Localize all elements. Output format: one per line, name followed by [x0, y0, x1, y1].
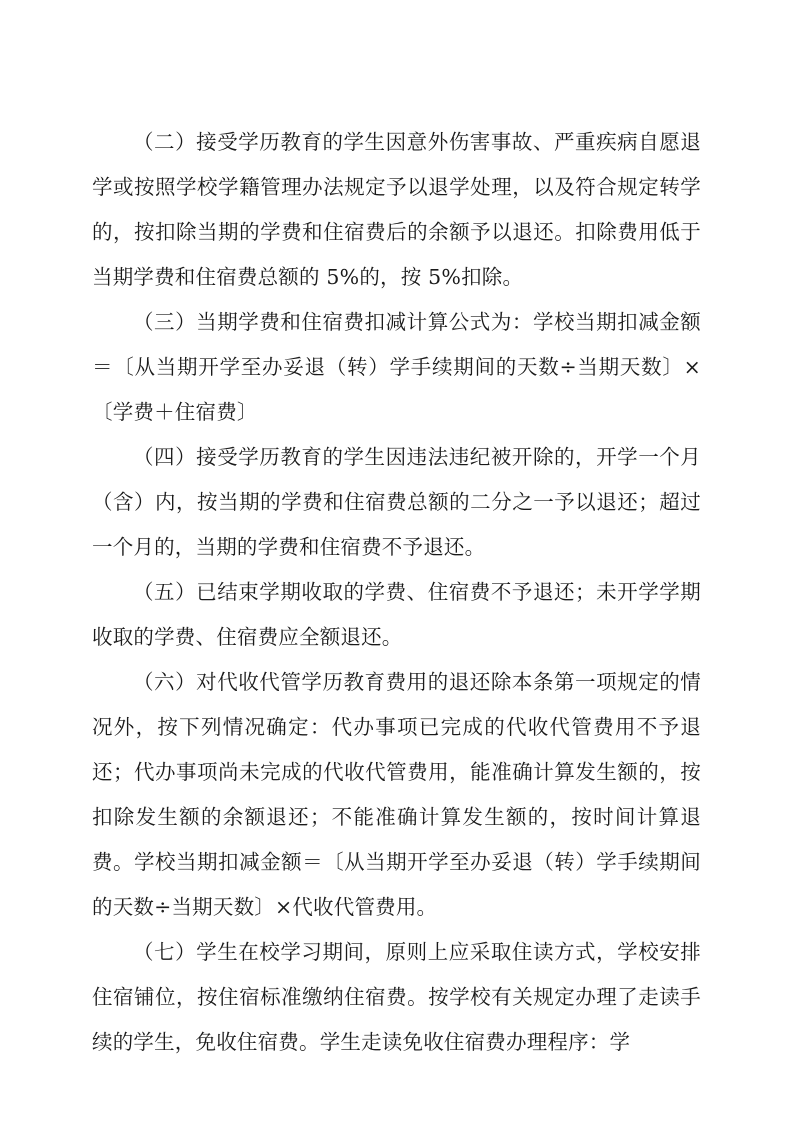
paragraph-item-7: （七）学生在校学习期间，原则上应采取住读方式，学校安排住宿铺位，按住宿标准缴纳住宿费。按学校有关规定办理了走读手续的学生，免收住宿费。学生走读免收住宿费办理程序：学	[92, 940, 701, 1054]
paragraph-item-5: （五）已结束学期收取的学费、住宿费不予退还；未开学学期收取的学费、住宿费应全额退还。	[92, 580, 701, 649]
paragraph-item-3: （三）当期学费和住宿费扣减计算公式为：学校当期扣减金额＝〔从当期开学至办妥退（转）学手续期间的天数÷当期天数〕×〔学费＋住宿费〕	[92, 310, 701, 424]
document-body	[92, 120, 701, 1065]
paragraph-item-6: （六）对代收代管学历教育费用的退还除本条第一项规定的情况外，按下列情况确定：代办事项已完成的代收代管费用不予退还；代办事项尚未完成的代收代管费用，能准确计算发生额的，按扣除发生额的余额退还；不能准确计算发生额的，按时间计算退费。学校当期扣减金额＝〔从当期开学至办妥退（转）学手续期间的天数÷当期天数〕×代收代管费用。	[92, 670, 701, 919]
paragraph-item-2: （二）接受学历教育的学生因意外伤害事故、严重疾病自愿退学或按照学校学籍管理办法规定予以退学处理，以及符合规定转学的，按扣除当期的学费和住宿费后的余额予以退还。扣除费用低于当期学费和住宿费总额的 5%的，按 5%扣除。	[92, 130, 701, 289]
paragraph-item-4: （四）接受学历教育的学生因违法违纪被开除的，开学一个月（含）内，按当期的学费和住宿费总额的二分之一予以退还；超过一个月的，当期的学费和住宿费不予退还。	[92, 445, 701, 559]
